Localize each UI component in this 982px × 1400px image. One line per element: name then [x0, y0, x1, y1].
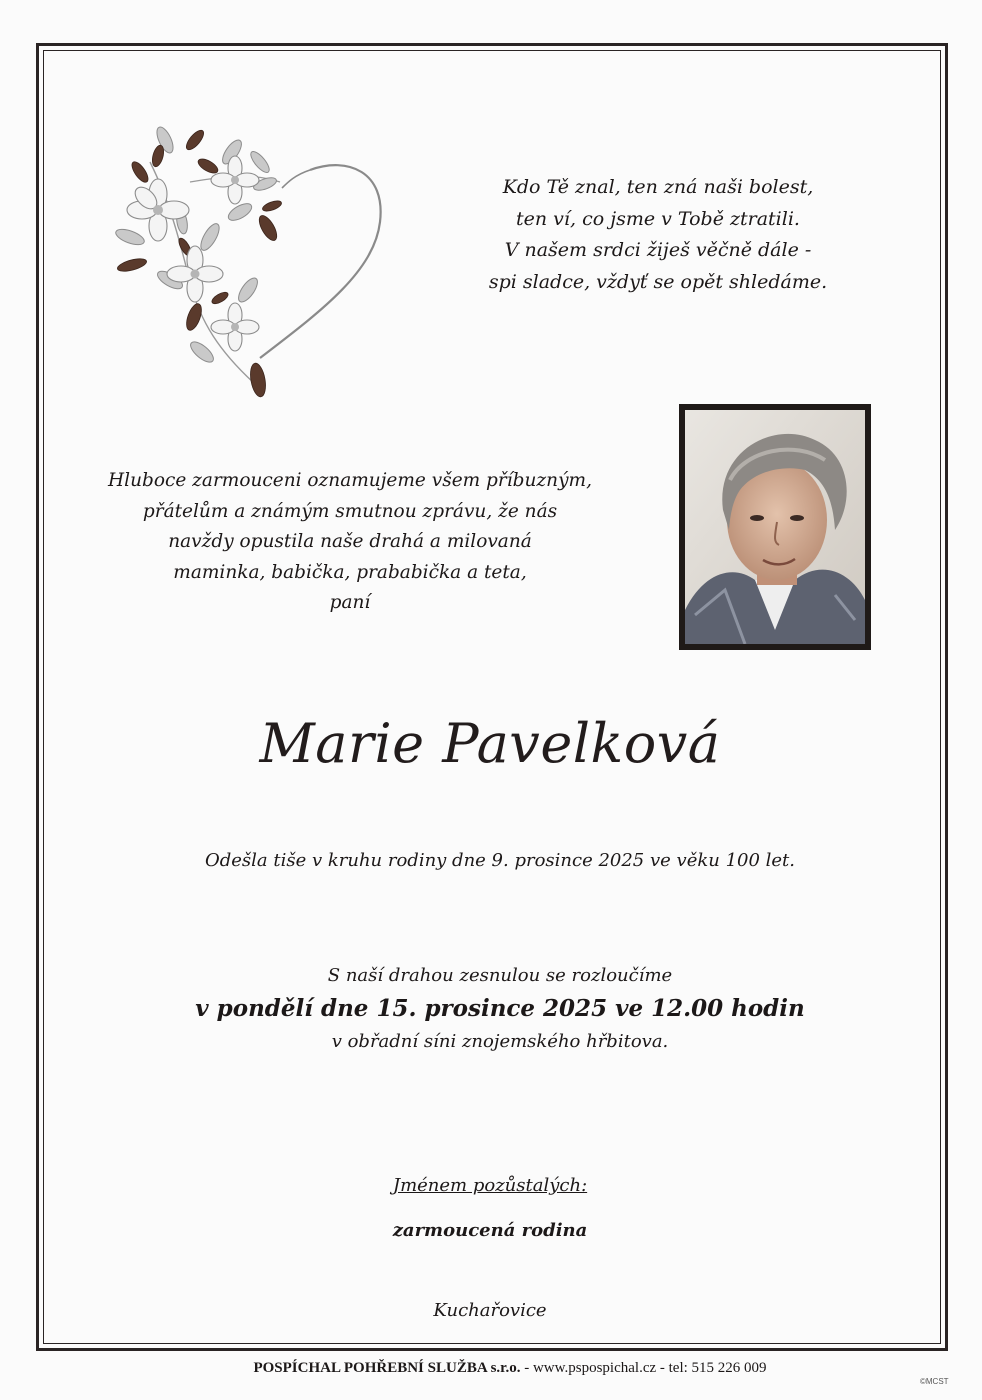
portrait-image — [685, 410, 865, 644]
poem-line: spi sladce, vždyť se opět shledáme. — [488, 270, 828, 293]
announcement-line: navždy opustila naše drahá a milovaná — [168, 531, 532, 552]
portrait-photo — [679, 404, 871, 650]
memorial-poem — [480, 172, 836, 298]
announcement-line: maminka, babička, prababička a teta, — [173, 561, 527, 583]
farewell-location: v obřadní síni znojemského hřbitova. — [331, 1031, 669, 1052]
floral-heart-icon — [110, 122, 400, 412]
announcement-line: přátelům a známým smutnou zprávu, že nás — [142, 500, 558, 522]
deceased-name: Marie Pavelková — [259, 712, 721, 775]
place-name: Kuchařovice — [433, 1300, 547, 1321]
announcement — [100, 466, 600, 619]
farewell-intro: S naší drahou zesnulou se rozloučíme — [327, 965, 673, 986]
behalf-label: Jménem pozůstalých: — [392, 1175, 588, 1196]
farewell-date-time: v pondělí dne 15. prosince 2025 ve 12.00 hodin — [195, 995, 805, 1022]
family-label: zarmoucená rodina — [392, 1220, 588, 1241]
announcement-line: paní — [329, 592, 371, 613]
poem-line: ten ví, co jsme v Tobě ztratili. — [516, 207, 800, 230]
poem-line: V našem srdci žiješ věčně dále - — [504, 239, 812, 261]
footer-contact: - www.pspospichal.cz - tel: 515 226 009 — [520, 1360, 767, 1376]
farewell-details — [120, 962, 880, 1056]
departed-text: Odešla tiše v kruhu rodiny dne 9. prosince 2025 ve věku 100 let. — [204, 850, 796, 871]
copyright-mark: ©MCST — [920, 1377, 949, 1386]
poem-line: Kdo Tě znal, ten zná naši bolest, — [502, 176, 814, 198]
announcement-line: Hluboce zarmouceni oznamujeme všem příbuzným, — [108, 470, 592, 491]
footer — [150, 1360, 870, 1377]
footer-company: POSPÍCHAL POHŘEBNÍ SLUŽBA s.r.o. — [253, 1360, 521, 1376]
